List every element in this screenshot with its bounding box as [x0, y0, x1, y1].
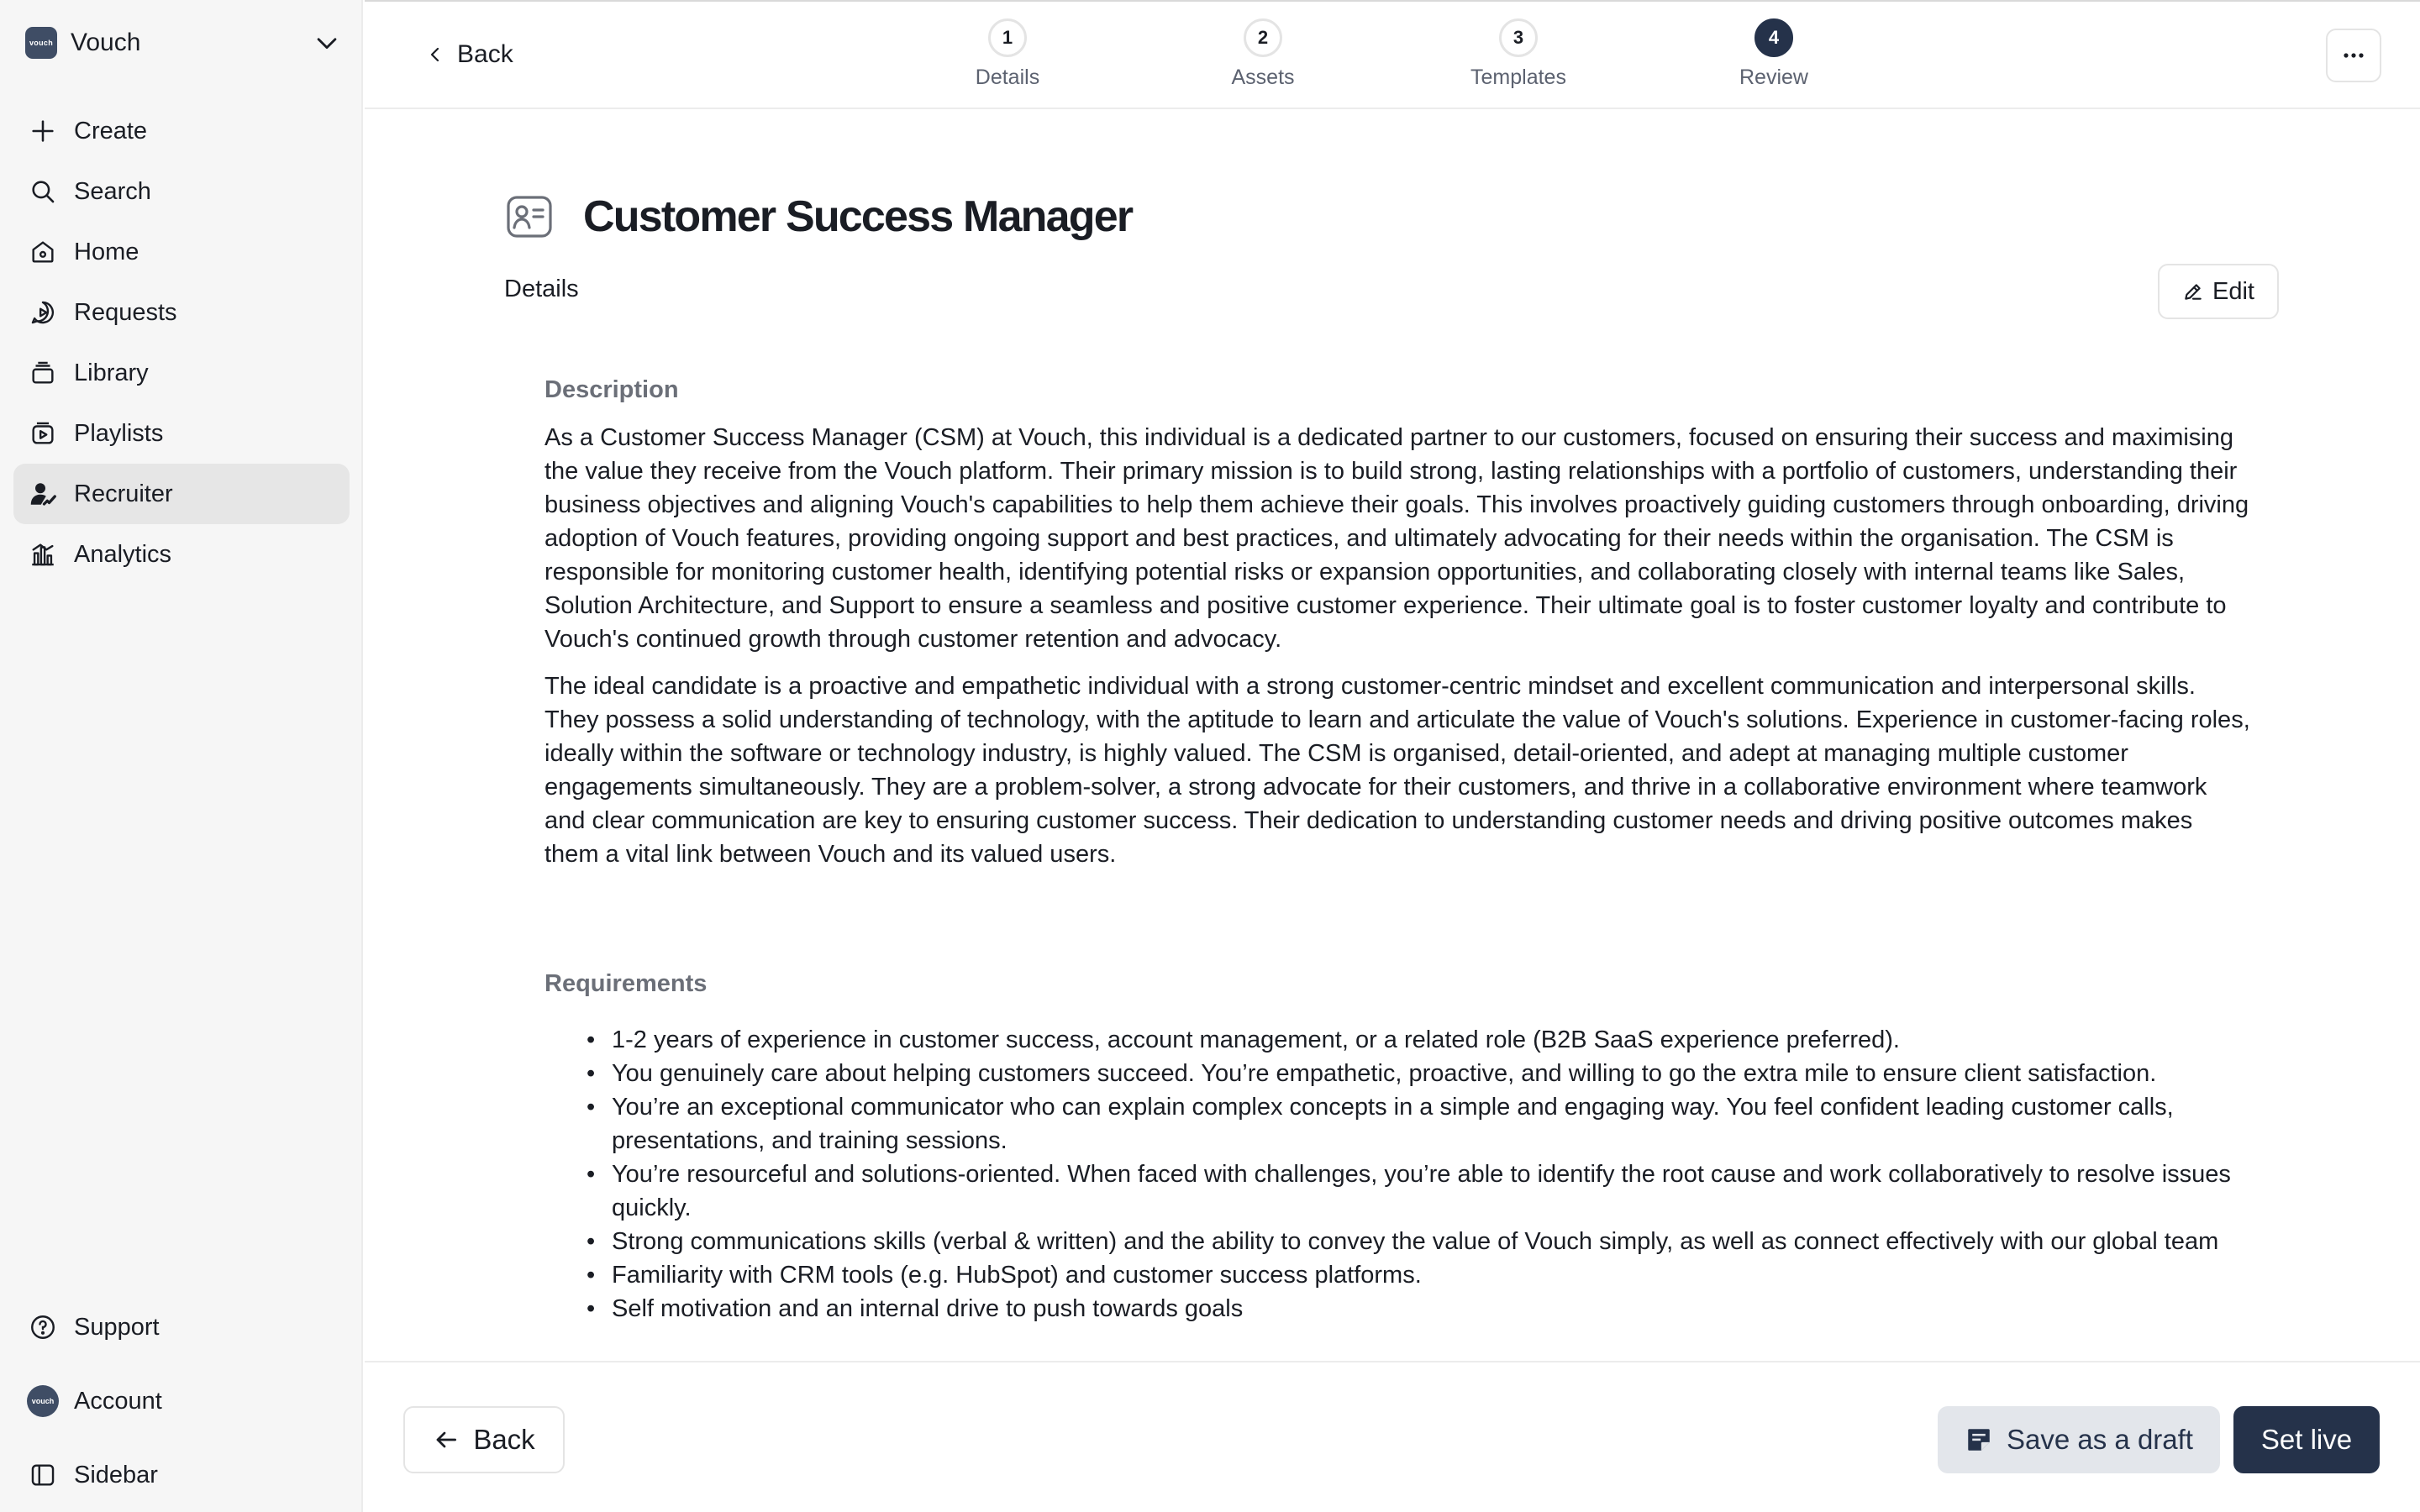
sidebar-item-label: Search — [74, 177, 151, 205]
sidebar-item-requests[interactable] — [13, 282, 350, 343]
title-row — [504, 192, 1132, 242]
help-icon — [27, 1311, 59, 1343]
sidebar-item-label: Sidebar — [74, 1461, 158, 1488]
step-label: Details — [975, 66, 1040, 89]
sidebar — [0, 0, 363, 1512]
step-number: 2 — [1244, 18, 1282, 57]
analytics-icon — [27, 538, 59, 570]
requirement-item: • You genuinely care about helping customers succeed. You’re empathetic, proactive, and willing to go the extra mile to ensure client satisfaction. — [612, 1057, 2250, 1090]
draft-note-icon — [1965, 1425, 1993, 1454]
workspace-name: Vouch — [71, 29, 141, 56]
sidebar-item-recruiter[interactable] — [13, 464, 350, 524]
sidebar-item-label: Recruiter — [74, 480, 173, 507]
edit-button-label: Edit — [2212, 277, 2254, 305]
requirements-list — [544, 1023, 2250, 1326]
sidebar-item-create[interactable] — [13, 101, 350, 161]
back-button[interactable] — [403, 1406, 565, 1473]
sidebar-item-label: Create — [74, 117, 148, 144]
arrow-left-icon — [433, 1426, 460, 1453]
account-logo: vouch — [27, 1385, 59, 1417]
contact-card-icon — [504, 192, 555, 242]
requirement-item: • Familiarity with CRM tools (e.g. HubSpot) and customer success platforms. — [612, 1258, 2250, 1292]
back-link-label: Back — [457, 40, 513, 68]
more-options-button[interactable] — [2326, 29, 2381, 82]
step-review[interactable] — [1690, 18, 1858, 90]
requests-icon — [27, 297, 59, 328]
sidebar-item-label: Home — [74, 238, 139, 265]
playlists-icon — [27, 417, 59, 449]
back-button-label: Back — [473, 1424, 535, 1455]
step-number: 1 — [988, 18, 1027, 57]
requirement-item: • Strong communications skills (verbal & written) and the ability to convey the value of Vouch simply, as well as connect effectively with our global team — [612, 1225, 2250, 1258]
step-label: Assets — [1231, 66, 1295, 89]
account-avatar — [27, 1385, 59, 1417]
step-label: Templates — [1470, 66, 1566, 89]
step-templates[interactable] — [1434, 18, 1602, 90]
description-paragraph: As a Customer Success Manager (CSM) at Vouch, this individual is a dedicated partner to our customers, focused on ensuring their success and maximising the value they receive from the Vouch platform. Their primary mission is to build strong, lasting relationships with a portfolio of customers, understanding their business objectives and aligning Vouch's capabilities to help them achieve their goals. This involves proactively guiding customers through onboarding, driving adoption of Vouch features, providing ongoing support and best practices, and ultimately advocating for their needs within the organisation. The CSM is responsible for monitoring customer health, identifying potential risks or expansion opportunities, and collaborating closely with internal teams like Sales, Solution Architecture, and Support to ensure a seamless and positive customer experience. Their ultimate goal is to foster customer loyalty and contribute to Vouch's continued growth through customer retention and advocacy. — [544, 424, 2249, 653]
requirement-item: • 1-2 years of experience in customer success, account management, or a related role (B2B SaaS experience preferred). — [612, 1023, 2250, 1057]
page-title: Customer Success Manager — [583, 192, 1133, 241]
sidebar-item-label: Requests — [74, 298, 177, 326]
back-link[interactable] — [425, 35, 513, 74]
set-live-label: Set live — [2260, 1424, 2353, 1455]
sidebar-item-label: Playlists — [74, 419, 164, 447]
workspace-switcher[interactable] — [25, 22, 341, 64]
sidebar-item-label: Support — [74, 1313, 160, 1341]
plus-icon — [27, 115, 59, 147]
requirement-item: • You’re resourceful and solutions-oriented. When faced with challenges, you’re able to identify the root cause and work collaboratively to resolve issues quickly. — [612, 1158, 2250, 1225]
requirement-item: • You’re an exceptional communicator who can explain complex concepts in a simple and engaging way. You feel confident leading customer calls, presentations, and training sessions. — [612, 1090, 2250, 1158]
step-assets[interactable] — [1179, 18, 1347, 90]
workspace-logo: vouch — [25, 27, 57, 59]
section-tab-details: Details — [504, 276, 579, 302]
sidebar-item-sidebar-toggle[interactable] — [13, 1438, 350, 1512]
sidebar-item-support[interactable] — [13, 1290, 350, 1364]
step-number: 3 — [1499, 18, 1538, 57]
job-details — [544, 376, 2250, 1326]
sidebar-toggle-icon — [27, 1459, 59, 1491]
sidebar-item-home[interactable] — [13, 222, 350, 282]
chevron-left-icon — [425, 45, 445, 65]
sidebar-item-playlists[interactable] — [13, 403, 350, 464]
home-icon — [27, 236, 59, 268]
main-content — [365, 111, 2420, 1361]
sidebar-bottom — [13, 1290, 350, 1512]
sidebar-item-label: Library — [74, 359, 149, 386]
search-icon — [27, 176, 59, 207]
description-heading: Description — [544, 376, 679, 403]
wizard-header — [365, 0, 2420, 109]
recruiter-icon — [27, 478, 59, 510]
requirement-item: • Self motivation and an internal drive to push towards goals — [612, 1292, 2250, 1326]
chevron-down-icon[interactable] — [313, 29, 341, 57]
sidebar-item-library[interactable] — [13, 343, 350, 403]
edit-button[interactable] — [2158, 264, 2279, 319]
wizard-footer — [365, 1361, 2420, 1512]
requirements-heading: Requirements — [544, 970, 708, 997]
save-draft-button[interactable] — [1938, 1406, 2220, 1473]
sidebar-item-search[interactable] — [13, 161, 350, 222]
sidebar-nav — [13, 101, 350, 585]
sidebar-item-label: Account — [74, 1387, 162, 1415]
sidebar-item-account[interactable] — [13, 1364, 350, 1438]
description-paragraph: The ideal candidate is a proactive and empathetic individual with a strong customer-centric mindset and excellent communication and interpersonal skills. They possess a solid understanding of technology, with the aptitude to learn and articulate the value of Vouch's solutions. Experience in customer-facing roles, ideally within the software or technology industry, is highly valued. The CSM is organised, detail-oriented, and adept at managing multiple customer engagements simultaneously. They are a problem-solver, a strong advocate for their customers, and thrive in a collaborative environment where teamwork and clear communication are key to ensuring customer success. Their dedication to understanding customer needs and driving positive outcomes makes them a vital link between Vouch and its valued users. — [544, 673, 2250, 868]
step-details[interactable] — [923, 18, 1092, 90]
sidebar-item-label: Analytics — [74, 540, 172, 568]
set-live-button[interactable] — [2233, 1406, 2380, 1473]
more-horizontal-icon — [2342, 51, 2365, 60]
library-icon — [27, 357, 59, 389]
sidebar-item-analytics[interactable] — [13, 524, 350, 585]
pencil-icon — [2182, 281, 2204, 302]
save-draft-label: Save as a draft — [2007, 1424, 2193, 1455]
step-label: Review — [1739, 66, 1808, 89]
step-number: 4 — [1754, 18, 1793, 57]
